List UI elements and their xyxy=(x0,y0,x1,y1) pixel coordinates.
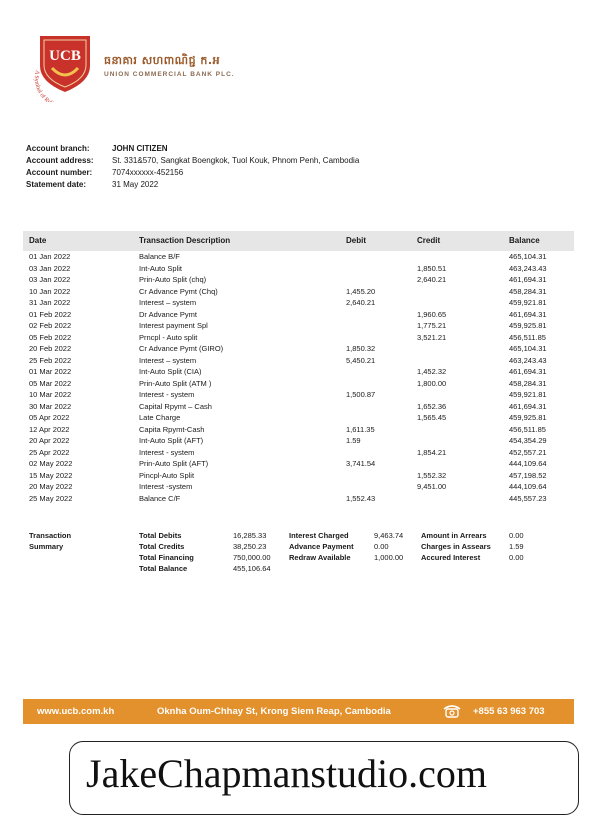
cell-credit: 1,452.32 xyxy=(417,367,447,376)
table-row xyxy=(23,287,574,299)
cell-date: 01 Feb 2022 xyxy=(29,309,72,319)
table-row xyxy=(23,471,574,483)
table-row xyxy=(23,402,574,414)
cell-balance: 456,511.85 xyxy=(509,332,546,342)
advance-payment-label: Advance Payment xyxy=(289,542,354,551)
phone-icon xyxy=(443,703,461,719)
table-row xyxy=(23,413,574,425)
cell-date: 03 Jan 2022 xyxy=(29,275,71,284)
charges-in-arrears-label: Charges in Assears xyxy=(421,542,491,551)
cell-credit: 1,552.32 xyxy=(417,470,447,480)
total-balance-label: Total Balance xyxy=(139,564,188,573)
cell-balance: 458,284.31 xyxy=(509,286,547,296)
cell-debit: 1.59 xyxy=(346,436,361,445)
cell-description: Prncpl - Auto split xyxy=(139,332,198,342)
cell-balance: 459,925.81 xyxy=(509,321,547,330)
header-date: Date xyxy=(29,236,47,245)
cell-description: Prin-Auto Split (AFT) xyxy=(139,459,209,468)
interest-charged-value: 9,463.74 xyxy=(374,531,404,540)
table-row xyxy=(23,379,574,391)
cell-date: 25 Feb 2022 xyxy=(29,355,72,365)
cell-date: 20 Feb 2022 xyxy=(29,344,72,353)
cell-balance: 459,921.81 xyxy=(509,298,547,307)
account-number-row xyxy=(26,167,359,179)
cell-balance: 461,694.31 xyxy=(509,275,547,284)
cell-balance: 458,284.31 xyxy=(509,378,547,388)
cell-balance: 461,694.31 xyxy=(509,367,547,376)
footer-bar xyxy=(23,699,574,724)
cell-balance: 445,557.23 xyxy=(509,493,547,503)
ucb-logo xyxy=(30,30,100,102)
cell-description: Interest - system xyxy=(139,390,195,399)
cell-description: Int-Auto Split xyxy=(139,263,182,273)
account-branch-row xyxy=(26,143,359,155)
account-number-label: Account number: xyxy=(26,168,93,177)
summary-title-line2: Summary xyxy=(29,542,64,551)
cell-date: 30 Mar 2022 xyxy=(29,401,72,411)
account-address-row xyxy=(26,155,359,167)
transaction-summary xyxy=(29,530,574,576)
cell-debit: 5,450.21 xyxy=(346,355,376,365)
charges-in-arrears-value: 1.59 xyxy=(509,542,524,551)
summary-title-line1: Transaction xyxy=(29,531,72,540)
bank-name xyxy=(104,54,235,78)
table-row xyxy=(23,356,574,368)
cell-description: Late Charge xyxy=(139,413,181,422)
cell-credit: 1,800.00 xyxy=(417,378,447,388)
cell-description: Prin-Auto Split (ATM ) xyxy=(139,378,212,388)
cell-credit: 9,451.00 xyxy=(417,482,447,491)
cell-description: Interest payment Spl xyxy=(139,321,208,330)
cell-description: Capital Rpymt – Cash xyxy=(139,401,212,411)
account-number-value: 7074xxxxxx-452156 xyxy=(112,168,184,177)
cell-credit: 1,850.51 xyxy=(417,263,447,273)
cell-date: 20 Apr 2022 xyxy=(29,436,70,445)
total-balance-value: 455,106.64 xyxy=(233,564,271,573)
bank-name-english: UNION COMMERCIAL BANK PLC. xyxy=(104,71,235,78)
cell-date: 05 Mar 2022 xyxy=(29,378,72,388)
table-row xyxy=(23,425,574,437)
table-row xyxy=(23,321,574,333)
account-address-value: St. 331&570, Sangkat Boengkok, Tuol Kouk, Phnom Penh, Cambodia xyxy=(112,156,360,165)
cell-date: 01 Jan 2022 xyxy=(29,252,71,261)
watermark-text: JakeChapmanstudio.com xyxy=(86,751,488,796)
cell-date: 31 Jan 2022 xyxy=(29,298,71,307)
cell-balance: 463,243.43 xyxy=(509,263,547,273)
cell-debit: 2,640.21 xyxy=(346,298,376,307)
cell-balance: 459,925.81 xyxy=(509,413,547,422)
cell-balance: 461,694.31 xyxy=(509,401,547,411)
cell-description: Int-Auto Split (AFT) xyxy=(139,436,204,445)
cell-debit: 1,500.87 xyxy=(346,390,376,399)
redraw-available-label: Redraw Available xyxy=(289,553,351,562)
logo-text: UCB xyxy=(49,48,81,64)
accured-interest-value: 0.00 xyxy=(509,553,524,562)
cell-description: Dr Advance Pymt xyxy=(139,309,197,319)
table-row xyxy=(23,344,574,356)
total-financing-label: Total Financing xyxy=(139,553,194,562)
transactions-table-header xyxy=(23,231,574,251)
cell-date: 03 Jan 2022 xyxy=(29,263,71,273)
cell-date: 12 Apr 2022 xyxy=(29,424,70,434)
table-row xyxy=(23,264,574,276)
footer-phone: +855 63 963 703 xyxy=(473,706,545,717)
account-branch-label: Account branch: xyxy=(26,144,90,153)
cell-credit: 1,960.65 xyxy=(417,309,447,319)
cell-credit: 3,521.21 xyxy=(417,332,447,342)
cell-balance: 444,109.64 xyxy=(509,482,547,491)
cell-date: 05 Apr 2022 xyxy=(29,413,70,422)
table-row xyxy=(23,367,574,379)
cell-date: 25 May 2022 xyxy=(29,493,73,503)
cell-description: Interest – system xyxy=(139,298,197,307)
cell-credit: 1,775.21 xyxy=(417,321,447,330)
total-financing-value: 750,000.00 xyxy=(233,553,271,562)
table-row xyxy=(23,333,574,345)
total-debits-label: Total Debits xyxy=(139,531,182,540)
cell-date: 25 Apr 2022 xyxy=(29,447,70,457)
cell-balance: 456,511.85 xyxy=(509,424,546,434)
accured-interest-label: Accured Interest xyxy=(421,553,481,562)
cell-balance: 454,354.29 xyxy=(509,436,547,445)
cell-description: Interest – system xyxy=(139,355,197,365)
cell-date: 20 May 2022 xyxy=(29,482,73,491)
statement-date-row xyxy=(26,179,359,191)
cell-date: 10 Mar 2022 xyxy=(29,390,72,399)
total-credits-label: Total Credits xyxy=(139,542,185,551)
cell-debit: 1,552.43 xyxy=(346,493,376,503)
table-row xyxy=(23,459,574,471)
table-row xyxy=(23,436,574,448)
cell-credit: 1,652.36 xyxy=(417,401,447,411)
account-branch-value: JOHN CITIZEN xyxy=(112,144,168,153)
cell-description: Cr Advance Pymt (GIRO) xyxy=(139,344,224,353)
statement-date-value: 31 May 2022 xyxy=(112,180,159,189)
cell-balance: 465,104.31 xyxy=(509,252,547,261)
cell-date: 02 Feb 2022 xyxy=(29,321,72,330)
cell-balance: 444,109.64 xyxy=(509,459,547,468)
cell-description: Interest -system xyxy=(139,482,193,491)
account-address-label: Account address: xyxy=(26,156,94,165)
transactions-table-body xyxy=(23,252,574,505)
table-row xyxy=(23,482,574,494)
interest-charged-label: Interest Charged xyxy=(289,531,349,540)
statement-date-label: Statement date: xyxy=(26,180,87,189)
table-row xyxy=(23,252,574,264)
header-credit: Credit xyxy=(417,236,441,245)
header-description: Transaction Description xyxy=(139,236,231,245)
header-debit: Debit xyxy=(346,236,366,245)
cell-balance: 452,557.21 xyxy=(509,447,547,457)
advance-payment-value: 0.00 xyxy=(374,542,389,551)
cell-credit: 2,640.21 xyxy=(417,275,447,284)
redraw-available-value: 1,000.00 xyxy=(374,553,404,562)
footer-website-link[interactable]: www.ucb.com.kh xyxy=(37,706,115,717)
cell-debit: 1,611.35 xyxy=(346,424,375,434)
cell-balance: 457,198.52 xyxy=(509,470,547,480)
total-debits-value: 16,285.33 xyxy=(233,531,267,540)
table-row xyxy=(23,298,574,310)
footer-address: Oknha Oum-Chhay St, Krong Siem Reap, Cambodia xyxy=(157,706,391,717)
table-row xyxy=(23,390,574,402)
cell-debit: 3,741.54 xyxy=(346,459,376,468)
cell-balance: 459,921.81 xyxy=(509,390,547,399)
logo-motto: A Symbol of R xyxy=(32,69,50,102)
cell-description: Int-Auto Split (CIA) xyxy=(139,367,202,376)
header-balance: Balance xyxy=(509,236,540,245)
cell-description: Capita Rpymt-Cash xyxy=(139,424,205,434)
table-row xyxy=(23,275,574,287)
cell-balance: 461,694.31 xyxy=(509,309,547,319)
total-credits-value: 38,250.23 xyxy=(233,542,267,551)
cell-date: 02 May 2022 xyxy=(29,459,73,468)
table-row xyxy=(23,310,574,322)
cell-balance: 465,104.31 xyxy=(509,344,547,353)
cell-date: 01 Mar 2022 xyxy=(29,367,72,376)
cell-description: Pincpl-Auto Split xyxy=(139,470,195,480)
cell-debit: 1,850.32 xyxy=(346,344,376,353)
cell-date: 15 May 2022 xyxy=(29,470,73,480)
cell-date: 05 Feb 2022 xyxy=(29,332,72,342)
cell-balance: 463,243.43 xyxy=(509,355,547,365)
amount-in-arrears-label: Amount in Arrears xyxy=(421,531,487,540)
cell-credit: 1,854.21 xyxy=(417,447,447,457)
table-row xyxy=(23,448,574,460)
cell-credit: 1,565.45 xyxy=(417,413,447,422)
cell-description: Interest - system xyxy=(139,447,195,457)
account-details xyxy=(26,143,359,191)
bank-name-khmer: ធនាគារ សហពាណិជ្ជ ក.អ xyxy=(104,54,221,67)
watermark-box xyxy=(69,741,579,815)
table-row xyxy=(23,494,574,506)
cell-description: Balance C/F xyxy=(139,493,181,503)
cell-description: Balance B/F xyxy=(139,252,180,261)
cell-date: 10 Jan 2022 xyxy=(29,286,71,296)
amount-in-arrears-value: 0.00 xyxy=(509,531,524,540)
cell-description: Prin-Auto Split (chq) xyxy=(139,275,207,284)
cell-description: Cr Advance Pymt (Chq) xyxy=(139,286,218,296)
cell-debit: 1,455.20 xyxy=(346,286,376,296)
